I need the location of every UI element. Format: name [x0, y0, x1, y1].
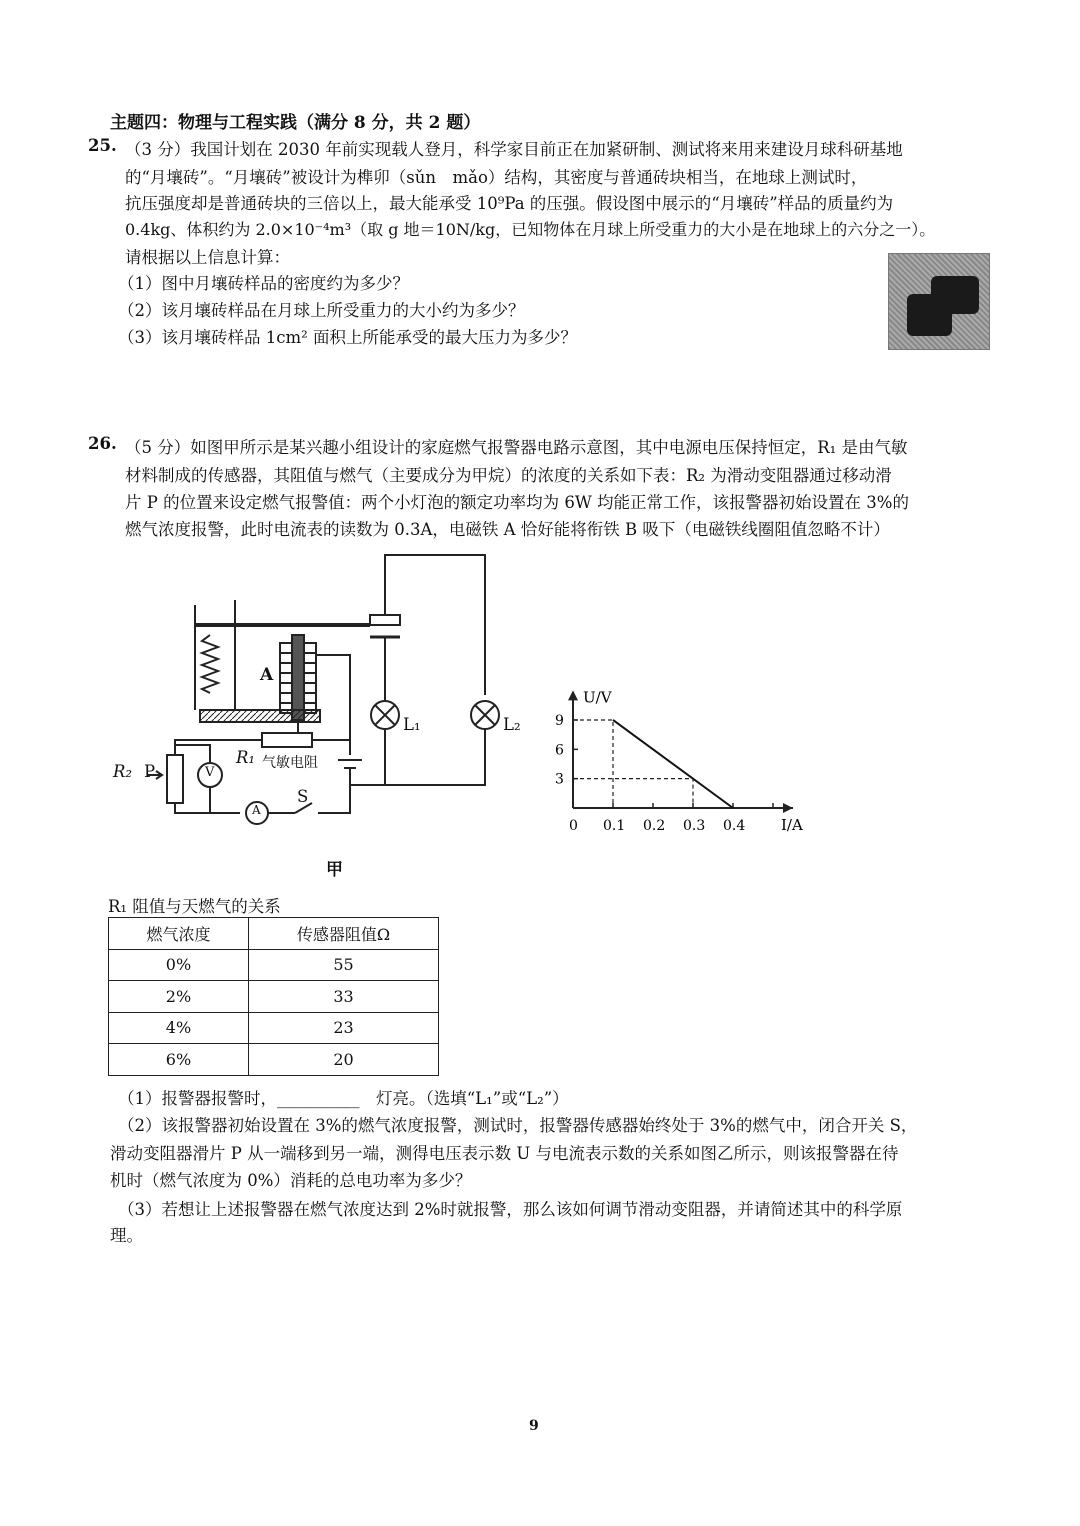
- y-tick-label: 9: [555, 712, 564, 729]
- x-tick-label: 0.2: [643, 818, 666, 834]
- q25-subq-3: （3）该月壤砖样品 1cm² 面积上所能承受的最大压力为多少？: [118, 328, 577, 347]
- label-R1: R₁: [236, 748, 256, 767]
- label-electromagnet-A: A: [260, 665, 274, 685]
- x-tick-label: 0.1: [603, 818, 626, 834]
- label-L2: L₂: [503, 715, 521, 734]
- q26-line: 燃气浓度报警，此时电流表的读数为 0.3A，电磁铁 A 恰好能将衔铁 B 吸下（电磁铁线圈阻值忽略不计）: [125, 520, 890, 539]
- q25-line: 的“月壤砖”。“月壤砖”被设计为榫卯（sǔn mǎo）结构，其密度与普通砖块相当，在地球上测试时，: [125, 168, 868, 187]
- y-tick-label: 6: [555, 742, 564, 759]
- figure-caption-jia: 甲: [326, 860, 343, 880]
- q26-subq-2: （2）该报警器初始设置在 3%的燃气浓度报警，测试时，报警器传感器始终处于 3%的燃气中，闭合开关 S，: [118, 1116, 918, 1135]
- q25-line: 0.4kg、体积约为 2.0×10⁻⁴m³（取 g 地＝10N/kg，已知物体在月球上所受重力的大小是在地球上的六分之一）。: [125, 220, 936, 239]
- label-voltmeter: V: [205, 765, 215, 780]
- table-cell: 23: [249, 1012, 439, 1044]
- q26-subq-3-cont: 理。: [110, 1226, 143, 1245]
- table-row: [109, 1044, 439, 1076]
- q25-subq-2: （2）该月壤砖样品在月球上所受重力的大小约为多少？: [118, 301, 525, 320]
- q25-line: 请根据以上信息计算：: [125, 248, 290, 267]
- u-i-chart: [548, 595, 848, 840]
- page-number: 9: [529, 1418, 539, 1434]
- table-row: [109, 981, 439, 1013]
- label-ammeter: A: [252, 803, 261, 817]
- q25-number: 25.: [88, 136, 117, 155]
- guide-line: [573, 720, 613, 808]
- x-tick-label: 0.3: [683, 818, 706, 834]
- label-L1: L₁: [403, 715, 421, 734]
- x-axis-label: I/A: [781, 816, 803, 834]
- table-row: [109, 949, 439, 981]
- q25-line: （3 分）我国计划在 2030 年前实现载人登月，科学家目前正在加紧研制、测试将来用来建设月球科研基地: [125, 140, 903, 159]
- label-sensor: 气敏电阻: [262, 755, 318, 771]
- x-tick-label: 0.4: [723, 818, 746, 834]
- table-cell: 6%: [109, 1044, 249, 1076]
- x-tick-label: 0: [569, 818, 578, 834]
- q25-subq-1: （1）图中月壤砖样品的密度约为多少？: [118, 274, 409, 293]
- q25-line: 抗压强度却是普通砖块的三倍以上，最大能承受 10⁹Pa 的压强。假设图中展示的“月壤砖”样品的质量约为: [125, 194, 894, 213]
- moon-brick-photo: [888, 253, 990, 350]
- y-tick-label: 3: [555, 771, 564, 788]
- q26-line: 材料制成的传感器，其阻值与燃气（主要成分为甲烷）的浓度的关系如下表：R₂ 为滑动变阻器通过移动滑: [125, 466, 892, 485]
- table-cell: 0%: [109, 949, 249, 981]
- table-row: [109, 1012, 439, 1044]
- q26-line: 片 P 的位置来设定燃气报警值：两个小灯泡的额定功率均为 6W 均能正常工作，该报警器初始设置在 3%的: [125, 493, 909, 512]
- table-header: 燃气浓度: [109, 918, 249, 950]
- q26-subq-1: （1）报警器报警时，__________ 灯亮。（选填“L₁”或“L₂”）: [118, 1089, 569, 1108]
- q26-line: （5 分）如图甲所示是某兴趣小组设计的家庭燃气报警器电路示意图，其中电源电压保持恒定，R₁ 是由气敏: [125, 438, 908, 457]
- guide-line: [573, 779, 693, 808]
- table-cell: 4%: [109, 1012, 249, 1044]
- q26-number: 26.: [88, 434, 117, 453]
- q26-subq-2-cont: 机时（燃气浓度为 0%）消耗的总电功率为多少？: [110, 1171, 472, 1190]
- q26-subq-2-cont: 滑动变阻器滑片 P 从一端移到另一端，测得电压表示数 U 与电流表示数的关系如图乙所示，则该报警器在待: [110, 1144, 899, 1163]
- table-cell: 55: [249, 949, 439, 981]
- label-switch-S: S: [297, 787, 309, 806]
- q26-subq-3: （3）若想让上述报警器在燃气浓度达到 2%时就报警，那么该如何调节滑动变阻器，并请简述其中的科学原: [118, 1200, 903, 1219]
- table-cell: 20: [249, 1044, 439, 1076]
- table-cell: 2%: [109, 981, 249, 1013]
- label-R2: R₂: [113, 762, 133, 781]
- circuit-diagram: [100, 545, 540, 880]
- y-axis-label: U/V: [583, 688, 612, 707]
- table-title: R₁ 阻值与天燃气的关系: [108, 897, 281, 916]
- x-axis-arrow: [783, 803, 793, 813]
- label-P: P: [144, 762, 156, 781]
- section-title: 主题四：物理与工程实践（满分 8 分，共 2 题）: [110, 113, 481, 133]
- data-line: [613, 720, 733, 808]
- table-header: 传感器阻值Ω: [249, 918, 439, 950]
- r1-table: [108, 917, 439, 1076]
- table-cell: 33: [249, 981, 439, 1013]
- y-axis-arrow: [568, 690, 578, 700]
